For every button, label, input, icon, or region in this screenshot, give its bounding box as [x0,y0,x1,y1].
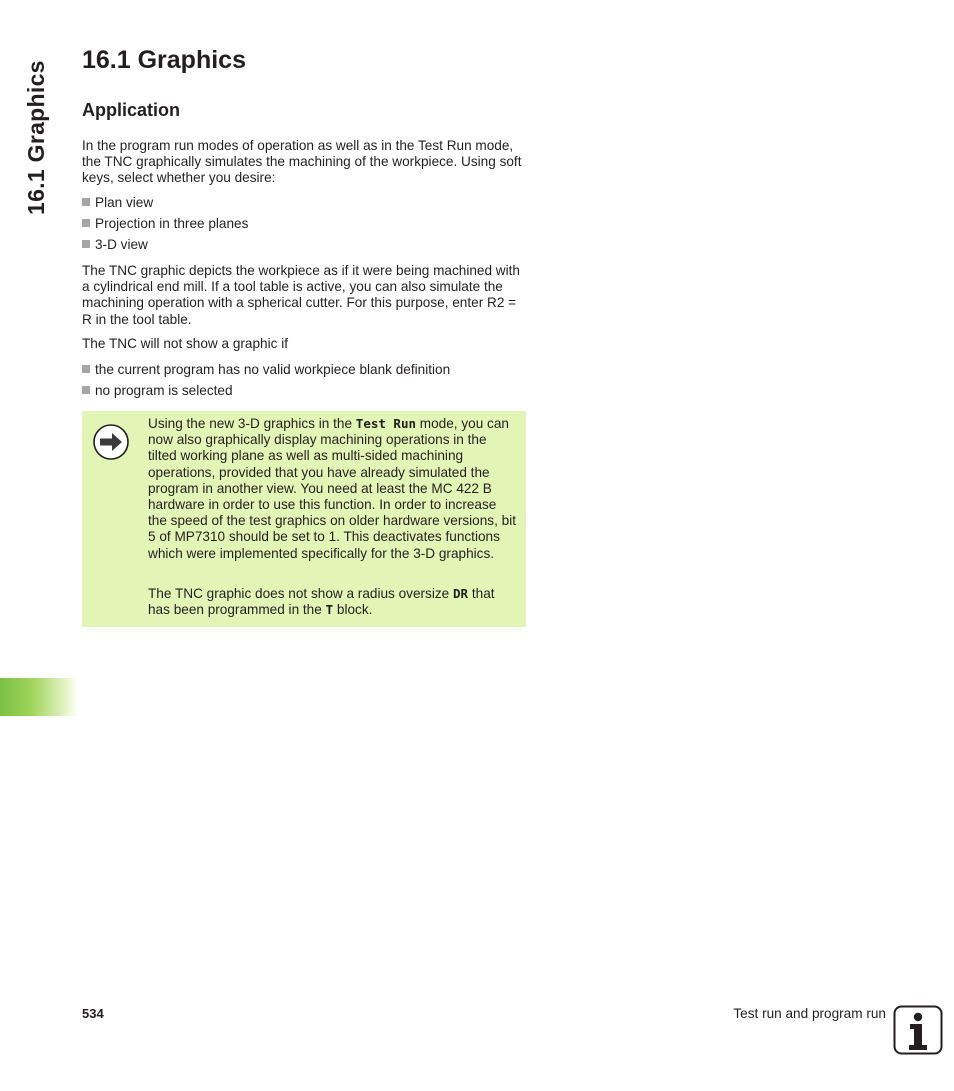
list-item-label: the current program has no valid workpiece blank definition [95,362,451,377]
t-code: T [325,602,334,618]
list-item-label: no program is selected [95,383,233,398]
bullet-square-icon [82,240,90,248]
side-chapter-tab [0,678,78,716]
list-item [82,195,153,211]
note-text-segment: that has been programmed in the [148,586,495,618]
list-item [82,362,450,378]
no-graphic-paragraph: The TNC will not show a graphic if [82,336,289,351]
section-heading: 16.1 Graphics [82,46,246,74]
footer-chapter-title: Test run and program run [733,1006,886,1021]
side-vertical-title: 16.1 Graphics [23,60,49,215]
note-text-segment: Using the new 3-D graphics in the [148,416,356,431]
page-number: 534 [82,1006,104,1021]
subsection-heading: Application [82,100,180,120]
info-icon [893,1005,943,1055]
note-text-segment: block. [333,602,373,618]
depicts-paragraph: The TNC graphic depicts the workpiece as if it were being machined with a cylindrical end mill. If a tool table is active, you can also simulate the machining operation with a spherical cutter. For this purpose, enter R2 = R in the tool table. [82,263,520,327]
list-item [82,383,233,399]
list-item-label: 3-D view [95,237,148,252]
note-box [82,411,526,627]
note-paragraph-3d-graphics [148,416,516,562]
bullet-square-icon [82,386,90,394]
list-item-label: Projection in three planes [95,216,249,231]
arrow-right-circle-icon [92,423,130,461]
list-item-label: Plan view [95,195,154,210]
intro-paragraph: In the program run modes of operation as well as in the Test Run mode, the TNC graphically simulates the machining of the workpiece. Using soft keys, select whether you desire: [82,138,522,186]
dr-code: DR [453,586,469,601]
list-item [82,237,148,253]
bullet-square-icon [82,198,90,206]
note-paragraph-radius-oversize [148,586,516,618]
bullet-square-icon [82,365,90,373]
softkey-test-run-code: Test Run [355,416,417,431]
bullet-square-icon [82,219,90,227]
note-text-segment: mode, you can now also graphically display machining operations in the tilted working plane as well as multi-sided machining operations, provided that you have already simulated the program in another view. You need at least the MC 422 B hardware in order to use this function. In order to increase the speed of the test graphics on older hardware versions, bit 5 of MP7310 should be set to 1. This deactivates functions which were implemented specifically for the 3-D graphics. [148,416,517,561]
list-item [82,216,248,232]
note-text-segment: The TNC graphic does not show a radius oversize [148,586,454,601]
